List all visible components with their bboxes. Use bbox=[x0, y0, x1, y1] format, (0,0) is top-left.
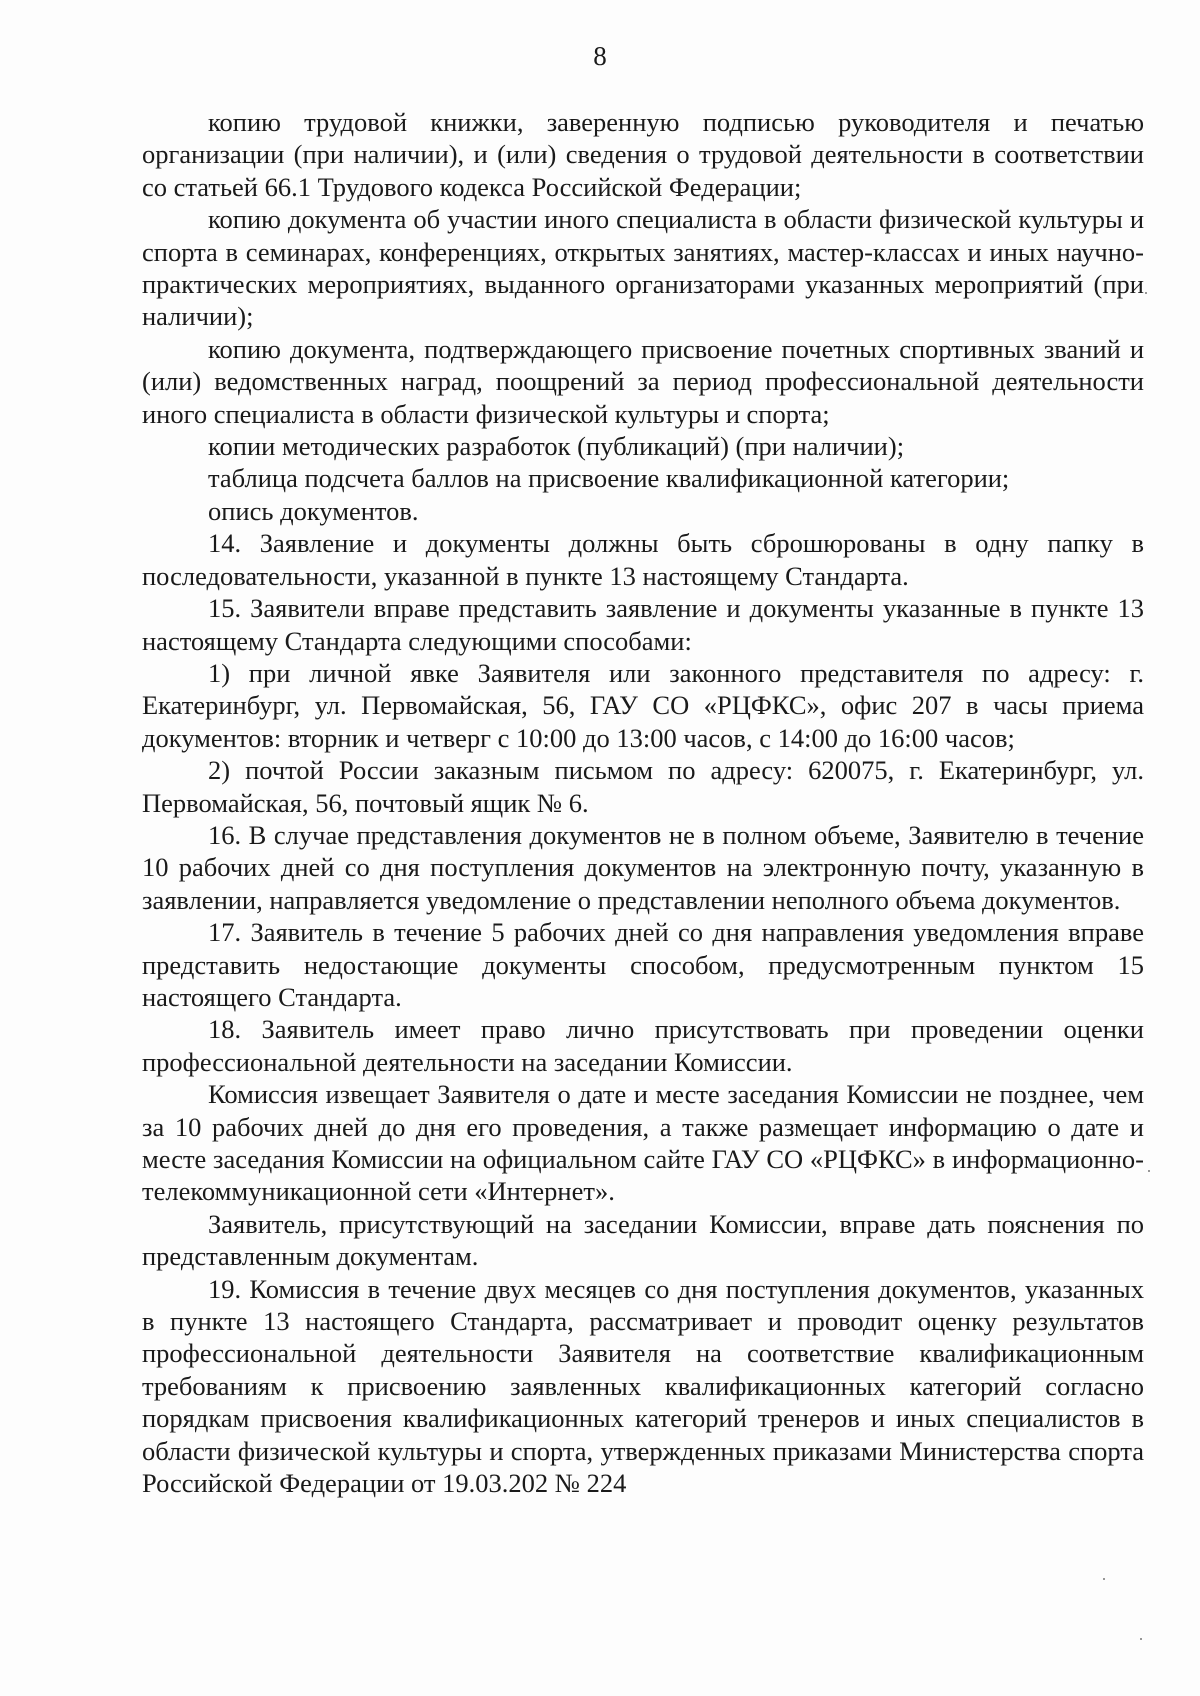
paragraph-employment-record: копию трудовой книжки, заверенную подписью руководителя и печатью организации (при наличии), и (или) сведения о трудовой деятельности в соответствии со статьей 66.1 Трудового кодекса Российской Федерации; bbox=[142, 107, 1144, 202]
paragraph-score-table: таблица подсчета баллов на присвоение квалификационной категории; bbox=[208, 463, 1010, 494]
clause-18: 18. Заявитель имеет право лично присутствовать при проведении оценки профессиональной деятельности на заседании Комиссии. bbox=[142, 1014, 1144, 1077]
clause-19: 19. Комиссия в течение двух месяцев со дня поступления документов, указанных в пункте 13 настоящего Стандарта, рассматривает и проводит оценку результатов профессиональной деятельности Заявителя на соответствие квалификационным требованиям к присвоению заявленных квалификационных категорий согласно порядкам присвоения квалификационных категорий тренеров и иных специалистов в области физической культуры и спорта, утвержденных приказами Министерства спорта Российской Федерации от 19.03.202 № 224 bbox=[142, 1273, 1144, 1499]
clause-15-item-2: 2) почтой России заказным письмом по адресу: 620075, г. Екатеринбург, ул. Первомайская, 56, почтовый ящик № 6. bbox=[142, 755, 1144, 818]
clause-14: 14. Заявление и документы должны быть сброшюрованы в одну папку в последовательности, указанной в пункте 13 настоящему Стандарта. bbox=[142, 528, 1144, 591]
scan-speck bbox=[1140, 1638, 1142, 1640]
clause-18-notification: Комиссия извещает Заявителя о дате и месте заседания Комиссии не позднее, чем за 10 рабочих дней до дня его проведения, а также размещает информацию о дате и месте заседания Комиссии на официальном сайте ГАУ СО «РЦФКС» в информационно-телекоммуникационной сети «Интернет». bbox=[142, 1079, 1144, 1207]
clause-18-explanations: Заявитель, присутствующий на заседании Комиссии, вправе дать пояснения по представленным документам. bbox=[142, 1208, 1144, 1272]
document-body bbox=[142, 106, 1144, 1499]
clause-17: 17. Заявитель в течение 5 рабочих дней со дня направления уведомления вправе представить недостающие документы способом, предусмотренным пунктом 15 настоящего Стандарта. bbox=[142, 917, 1144, 1012]
page-number: 8 bbox=[593, 41, 607, 71]
paragraph-seminar-participation: копию документа об участии иного специалиста в области физической культуры и спорта в семинарах, конференциях, открытых занятиях, мастер-классах и иных научно-практических мероприятиях, выданного организаторами указанных мероприятий (при наличии); bbox=[142, 204, 1144, 332]
paragraph-document-inventory: опись документов. bbox=[208, 495, 419, 526]
clause-15: 15. Заявители вправе представить заявление и документы указанные в пункте 13 настоящему Стандарта следующими способами: bbox=[142, 593, 1144, 656]
scan-speck bbox=[1103, 1578, 1105, 1580]
clause-16: 16. В случае представления документов не в полном объеме, Заявителю в течение 10 рабочих дней со дня поступления документов на электронную почту, указанную в заявлении, направляется уведомление о представлении неполного объема документов. bbox=[142, 819, 1144, 915]
paragraph-methodical-works: копии методических разработок (публикаций) (при наличии); bbox=[208, 431, 905, 462]
scan-speck bbox=[1145, 292, 1147, 294]
scan-speck bbox=[1148, 1170, 1150, 1172]
clause-15-item-1: 1) при личной явке Заявителя или законного представителя по адресу: г. Екатеринбург, ул. Первомайская, 56, ГАУ СО «РЦФКС», офис 207 в часы приема документов: вторник и четверг с 10:00 до 13:00 часов, с 14:00 до 16:00 часов; bbox=[142, 657, 1144, 753]
paragraph-honorary-titles: копию документа, подтверждающего присвоение почетных спортивных званий и (или) ведомственных наград, поощрений за период профессиональной деятельности иного специалиста в области физической культуры и спорта; bbox=[142, 333, 1144, 429]
